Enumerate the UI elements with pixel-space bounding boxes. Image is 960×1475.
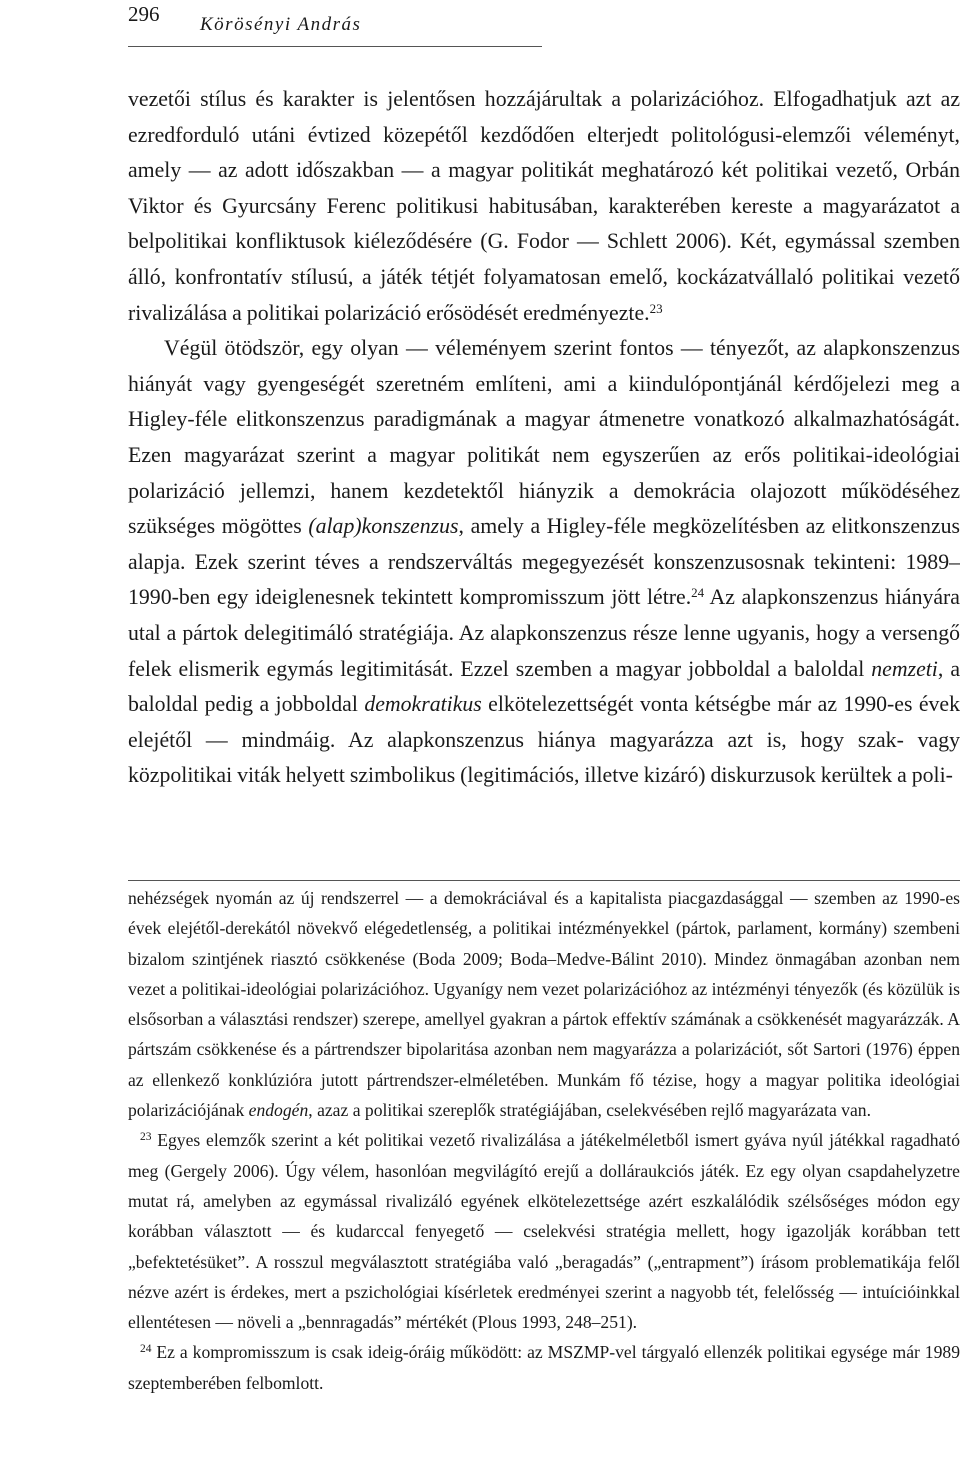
emphasis-demokratikus: demokratikus bbox=[364, 692, 482, 717]
paragraph-1 bbox=[128, 82, 960, 331]
footnote-rule bbox=[128, 880, 960, 881]
footnote-continued-text-a: nehézségek nyomán az új rendszerrel — a demokráciával és a kapitalista piacgazdasággal — szemben az 1990-es évek elejétől-derekától növekvő elégedetlenség, a politikai intézményekkel (pártok, parlament, kormány) szembeni bizalom szintjének riasztó csökkenése (Boda 2009; Boda–Medve-Bálint 2010). Mindez önmagában azonban nem vezet a politikai-ideológiai polarizációhoz. Ugyanígy nem vezet polarizációhoz az intézményi tényezők (és közülük is elsősorban a választási rendszer) szerepe, amellyel gyakran a pártok effektív számának a csökkenését magyarázzák. A pártszám csökkenése és a pártrendszer bipolaritása azonban nem magyarázza a polarizációt, sőt Sartori (1976) éppen az ellenkező konklúzióra jutott pártrendszer-elméletében. Munkám fő tézise, hogy a magyar politika ideológiai polarizációjának bbox=[128, 888, 960, 1121]
main-text bbox=[128, 82, 960, 794]
footnote-23 bbox=[128, 1125, 960, 1337]
paragraph-1-text: vezetői stílus és karakter is jelentősen hozzájárultak a polarizációhoz. Elfogadhatjuk azt az ezredforduló utáni évtized közepétől kezdődően elterjedt politológusi-elemzői véleményt, amely — az adott időszakban — a magyar politikát meghatározó két politikai vezető, Orbán Viktor és Gyurcsány Ferenc politikusi habitusában, karakterében kereste a magyarázatot a belpolitikai konfliktusok kiéleződésére (G. Fodor — Schlett 2006). Két, egymással szemben álló, konfrontatív stílusú, a játék tétjét folyamatosan emelő, kockázatvállaló politikai vezető rivalizálása a politikai polarizáció erősödését eredményezte. bbox=[128, 87, 960, 325]
footnote-ref-24: 24 bbox=[691, 585, 705, 601]
footnote-24-text: Ez a kompromisszum is csak ideig-óráig működött: az MSZMP-vel tárgyaló ellenzék politikai egysége már 1989 szeptemberében felbomlott. bbox=[128, 1342, 960, 1393]
footnote-24 bbox=[128, 1337, 960, 1398]
paragraph-2-text-c: Az alapkonszenzus hiányára utal a pártok delegitimáló stratégiája. Az alapkonszenzus része lenne ugyanis, hogy a versengő felek elismerik egymás legitimitását. Ezzel szemben a magyar jobboldal a baloldal bbox=[128, 585, 960, 681]
paragraph-2-text-a: Végül ötödször, egy olyan — véleményem szerint fontos — tényezőt, az alapkonszenzus hiányát vagy gyengeségét szeretném említeni, ami a kiindulópontjánál kérdőjelezi meg a Higley-féle elitkonszenzus paradigmának a magyar átmenetre vonatkozó alkalmazhatóságát. Ezen magyarázat szerint a magyar politikát nem egyszerűen az erős politikai-ideológiai polarizáció jellemzi, hanem kezdetektől hiányzik a demokrácia olajozott működéséhez szükséges mögöttes bbox=[128, 336, 960, 539]
page-number: 296 bbox=[128, 2, 160, 26]
paragraph-2 bbox=[128, 331, 960, 794]
footnote-continued-text-b: , azaz a politikai szereplők stratégiájában, cselekvésében rejlő magyarázata van. bbox=[308, 1100, 871, 1121]
footnotes bbox=[128, 883, 960, 1398]
emphasis-alapkonszenzus: (alap)konszenzus bbox=[308, 514, 459, 539]
footnote-continued bbox=[128, 883, 960, 1125]
running-header bbox=[128, 0, 542, 47]
running-head-author: Körösényi András bbox=[200, 14, 362, 35]
emphasis-nemzeti: nemzeti bbox=[871, 656, 938, 681]
emphasis-endogen: endogén bbox=[248, 1100, 309, 1121]
paragraph-2-text-b: , amely a Higley-féle megközelítésben az elitkonszenzus alapja. Ezek szerint téves a rendszerváltás megegyezését konszenzusosnak tekinteni: 1989–1990-ben egy ideiglenesnek tekintett kompromisszum jött létre. bbox=[128, 514, 960, 610]
paragraph-2-text-d: , a baloldal pedig a jobboldal bbox=[128, 656, 960, 717]
paragraph-2-text-e: elkötelezettségét vonta kétségbe már az 1990-es évek elejétől — mindmáig. Az alapkonszenzus hiánya magyarázza azt is, hogy szak- vagy közpolitikai viták helyett szimbolikus (legitimációs, illetve kizáró) diskurzusok kerültek a poli- bbox=[128, 692, 960, 788]
footnote-24-number: 24 bbox=[140, 1343, 152, 1356]
footnote-23-number: 23 bbox=[140, 1131, 152, 1144]
footnote-23-text: Egyes elemzők szerint a két politikai vezető rivalizálása a játékelméletből ismert gyáva nyúl játékkal ragadható meg (Gergely 2006). Úgy vélem, hasonlóan megvilágító erejű a dolláraukciós játék. Ez egy olyan csapdahelyzetre mutat rá, amelyben az egymással rivalizáló egyének elkötelezettsége azért eszkalálódik szélsőséges módon egy korábban választott — és kudarccal fenyegető — cselekvési stratégia mellett, hogy igazolják korábban tett „befektetésüket”. A rosszul megválasztott stratégiába való „beragadás” („entrapment”) írásom problematikája felől nézve azért is érdekes, mert a pszichológiai kísérletek eredményei szerint a nagyobb tét, felelősség — intuícióinkkal ellentétesen — növeli a „bennragadás” mértékét (Plous 1993, 248–251). bbox=[128, 1130, 960, 1333]
footnote-ref-23: 23 bbox=[649, 300, 663, 316]
